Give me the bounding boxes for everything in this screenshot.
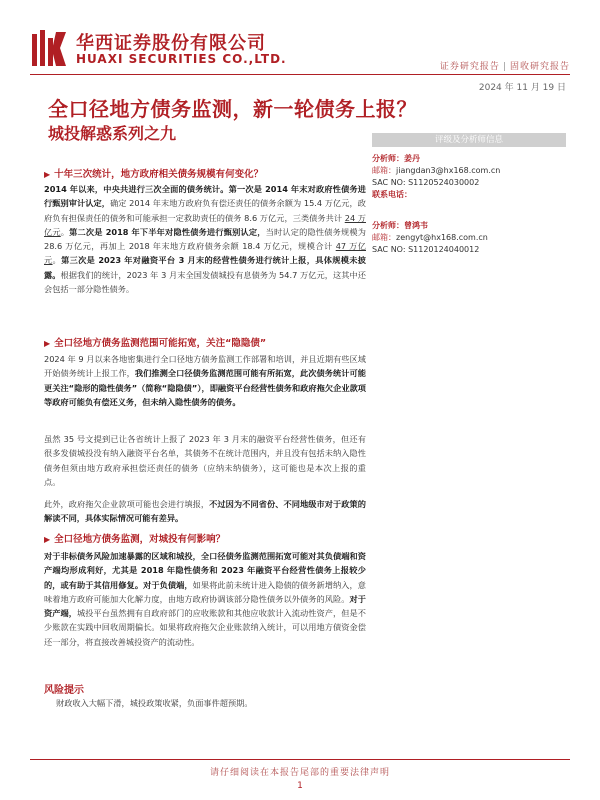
triangle-bullet-icon: ▶ — [44, 170, 51, 179]
section-heading-3: ▶ 全口径地方债务监测，对城投有何影响？ — [44, 534, 226, 545]
analyst-info-panel — [372, 133, 566, 256]
triangle-bullet-icon: ▶ — [44, 339, 51, 348]
risk-text: 财政收入大幅下滑，城投政策收紧，负面事件超预期。 — [56, 698, 253, 708]
report-type-b: 固收研究报告 — [509, 62, 570, 72]
risk-heading: 风险提示 — [44, 685, 84, 696]
brand-name-cn: 华西证券股份有限公司 — [76, 33, 266, 54]
analyst2-email[interactable]: zengyt@hx168.com.cn — [396, 233, 488, 242]
analyst1-email[interactable]: jiangdan3@hx168.com.cn — [396, 166, 501, 175]
analyst1-email-row: 邮箱：jiangdan3@hx168.com.cn — [372, 166, 501, 175]
section-2-paragraph-1: 2024 年 9 月以来各地密集进行全口径地方债务监测工作部署和培训，并且近期有些区域开始债务统计上报工作，我们推测全口径债务监测范围可能有所拓宽，此次债务统计可能更关注“隐形的隐性债务”（简称“隐隐债”），即融资平台经营性债务和政府拖欠企业款项等政府可能负有偿还义务，但未纳入隐性债务的债务。 — [44, 354, 366, 407]
section-heading-2: ▶ 全口径地方债务监测范围可能拓宽，关注“隐隐债” — [44, 338, 267, 349]
footer-divider — [30, 759, 570, 760]
analyst1-sac: SAC NO: S1120524030002 — [372, 178, 480, 187]
analyst1-name: 姜丹 — [404, 154, 420, 163]
contact-phone-row: 联系电话： — [372, 190, 412, 199]
page-number: 1 — [297, 781, 303, 791]
section-1-paragraph: 2014 年以来，中央共进行三次全面的债务统计。第一次是 2014 年末对政府性债务进行甄别审计认定，确定 2014 年末地方政府负有偿还责任的债务余额为 15.4 万亿元，政府负有担保责任的债务和可能承担一定救助责任的债务 8.6 万亿元，三类债务共计 24 万亿元。第二次是 2018 年下半年对隐性债务进行甄别认定，当时认定的隐性债务规模为 28.6 万亿元，再加上 2018 年末地方政府债务余额 18.4 万亿元，规模合计 47 万亿元。第三次是 2023 年对融资平台 3 月末的经营性债务进行统计上报，具体规模未披露。根据我们的统计，2023 年 3 月末全国发债城投有息债务为 54.7 万亿元，这其中还会包括一部分隐性债务。 — [44, 184, 366, 295]
huaxi-logo-icon — [30, 28, 68, 68]
analyst2-email-row: 邮箱：zengyt@hx168.com.cn — [372, 233, 488, 242]
analyst2-name: 曾鸿韦 — [404, 221, 428, 230]
triangle-bullet-icon: ▶ — [44, 535, 51, 544]
section-3-paragraph: 对于非标债务风险加速暴露的区域和城投，全口径债务监测范围拓宽可能对其负债端和资产端均形成利好，尤其是 2018 年隐性债务和 2023 年融资平台经营性债务上报较少的，或有助于其信用修复。对于负债端，如果将此前未统计进入隐债的债务新增纳入，意味着地方政府可能加大化解力度，由地方政府协调该部分隐性债务以外债务的风险。对于资产端，城投平台虽然拥有自政府部门的应收账款和其他应收款计入流动性资产，但是不少账款在实践中回收周期偏长。如果将政府拖欠企业账款纳入统计，可以用地方债资金偿还一部分，将直接改善城投资产的流动性。 — [44, 551, 366, 647]
legal-notice-link[interactable]: 请仔细阅读在本报告尾部的重要法律声明 — [209, 768, 390, 778]
section-2-paragraph-3: 此外，政府拖欠企业款项可能也会进行填报，不过因为不同省份、不同地级市对于政策的解读不同，具体实际情况可能有差异。 — [44, 499, 366, 524]
report-type: 证券研究报告 | 固收研究报告 — [439, 62, 570, 72]
series-subtitle: 城投解惑系列之九 — [48, 124, 177, 143]
analyst1-name-row: 分析师：姜丹 — [372, 154, 420, 163]
section-heading-1: ▶ 十年三次统计，地方政府相关债务规模有何变化？ — [44, 169, 264, 180]
report-type-a: 证券研究报告 — [439, 62, 500, 72]
header-divider — [30, 74, 570, 75]
section-2-paragraph-2: 虽然 35 号文提到已让各省统计上报了 2023 年 3 月末的融资平台经营性债务，但还有很多发债城投没有纳入融资平台名单，其债务不在统计范围内，并且没有包括未纳入隐性债务但须由地方政府承担偿还责任的债务（应纳未纳债务），这可能也是本次上报的重点。 — [44, 434, 366, 487]
brand-name-en: HUAXI SECURITIES CO.,LTD. — [76, 52, 287, 66]
page-title: 全口径地方债务监测，新一轮债务上报？ — [48, 97, 417, 121]
analyst2-name-row: 分析师：曾鸿韦 — [372, 221, 428, 230]
analyst-info-header: 评级及分析师信息 — [372, 133, 566, 147]
report-date: 2024 年 11 月 19 日 — [478, 83, 566, 93]
analyst2-sac: SAC NO: S1120124040012 — [372, 245, 480, 254]
